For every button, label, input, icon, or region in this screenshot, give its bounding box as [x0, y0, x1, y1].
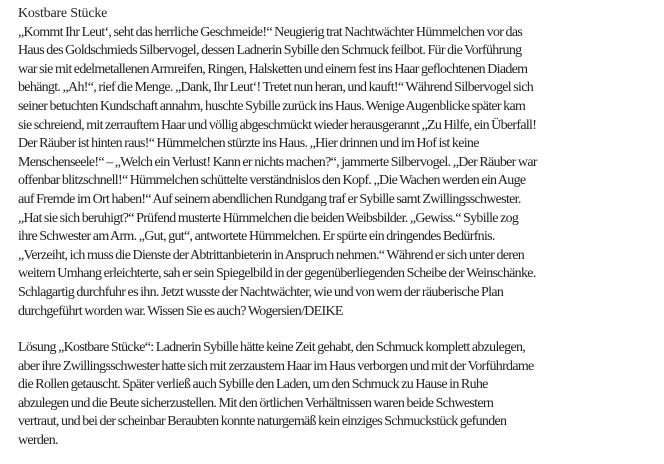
- text-line: sie schreiend, mit zerrauftem Haar und völlig abgeschmückt wieder herausgerannt „Zu Hilfe, ein Überfall!: [18, 117, 537, 133]
- text-line: auf Fremde im Ort haben!“ Auf seinem abendlichen Rundgang traf er Sybille samt Zwillingsschwester.: [18, 191, 521, 207]
- text-line: werden.: [18, 433, 58, 449]
- text-line: vertraut, und bei der scheinbar Beraubten konnte naturgemäß kein einziges Schmuckstück gefunden: [18, 414, 507, 430]
- text-line: weitem Umhang erleichterte, sah er sein Spiegelbild in der gegenüberliegenden Scheibe der Weinschänke.: [18, 266, 536, 282]
- text-line: behängt. „Ah!“, rief die Menge. „Dank, Ihr Leut‘! Tretet nun heran, und kauft!“ Während Silbervogel sich: [18, 80, 534, 96]
- text-line: Menschenseele!“ – „Welch ein Verlust! Kann er nichts machen?“, jammerte Silbervogel. „Der Räuber war: [18, 154, 537, 170]
- text-line: seiner betuchten Kundschaft annahm, huschte Sybille zurück ins Haus. Wenige Augenblicke später kam: [18, 98, 526, 114]
- solution-paragraph: [18, 339, 654, 451]
- article-title: Kostbare Stücke: [18, 6, 108, 21]
- text-line: aber ihre Zwillingsschwester hatte sich mit zerzaustem Haar im Haus verborgen und mit der Vorführdame: [18, 358, 534, 374]
- text-line: Schlagartig durchfuhr es ihn. Jetzt wusste der Nachtwächter, wie und von wem der räuberische Plan: [18, 284, 504, 300]
- text-line: durchgeführt worden war. Wissen Sie es auch? Wogersien/DEIKE: [18, 303, 343, 319]
- text-line: „Hat sie sich beruhigt?“ Prüfend musterte Hümmelchen die beiden Weibsbilder. „Gewiss.“ Sybille zog: [18, 210, 519, 226]
- text-line: abzulegen und die Beute sicherzustellen. Mit den örtlichen Verhältnissen waren beide Schwestern: [18, 395, 494, 411]
- text-line: „Kommt Ihr Leut‘, seht das herrliche Geschmeide!“ Neugierig trat Nachtwächter Hümmelchen vor das: [18, 24, 523, 40]
- story-paragraph: [18, 24, 654, 322]
- text-line: Haus des Goldschmieds Silbervogel, dessen Ladnerin Sybille den Schmuck feilbot. Für die Vorführung: [18, 43, 522, 59]
- text-line: offenbar blitzschnell!“ Hümmelchen schüttelte verständnislos den Kopf. „Die Wachen werden ein Auge: [18, 173, 526, 189]
- text-line: Der Räuber ist hinten raus!“ Hümmelchen stürzte ins Haus. „Hier drinnen und im Hof ist keine: [18, 136, 479, 152]
- text-line: die Rollen getauscht. Später verließ auch Sybille den Laden, um den Schmuck zu Hause in Ruhe: [18, 377, 488, 393]
- article: [18, 0, 654, 451]
- text-line: Lösung „Kostbare Stücke“: Ladnerin Sybille hätte keine Zeit gehabt, den Schmuck komplett abzulegen,: [18, 340, 526, 356]
- text-line: „Verzeiht, ich muss die Dienste der Abtrittanbieterin in Anspruch nehmen.“ Während er sich unter deren: [18, 247, 525, 263]
- text-line: ihre Schwester am Arm. „Gut, gut“, antwortete Hümmelchen. Er spürte ein dringendes Bedürfnis.: [18, 229, 495, 245]
- text-line: war sie mit edelmetallenen Armreifen, Ringen, Halsketten und einem fest ins Haar geflochtenen Diadem: [18, 61, 528, 77]
